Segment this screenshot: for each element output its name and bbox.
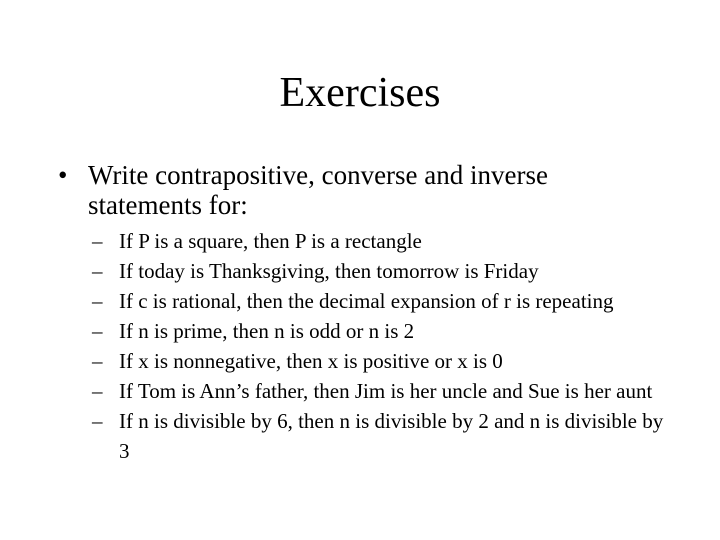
dash-marker: – — [92, 229, 103, 253]
bullet-marker: • — [58, 160, 68, 190]
list-item-text: If c is rational, then the decimal expansion of r is repeating — [119, 289, 614, 313]
list-item-text: If n is divisible by 6, then n is divisible by 2 and n is divisible by 3 — [119, 409, 664, 463]
list-item-text: If P is a square, then P is a rectangle — [119, 229, 422, 253]
dash-marker: – — [92, 319, 103, 343]
dash-marker: – — [92, 379, 103, 403]
list-item-text: If n is prime, then n is odd or n is 2 — [119, 319, 415, 343]
list-item — [92, 376, 672, 406]
list-item-text: If today is Thanksgiving, then tomorrow is Friday — [119, 259, 539, 283]
main-bullet — [58, 160, 658, 220]
dash-marker: – — [92, 409, 103, 433]
slide-title: Exercises — [279, 70, 441, 116]
list-item — [92, 406, 672, 466]
list-item — [92, 346, 672, 376]
list-item — [92, 316, 672, 346]
list-item-text: If Tom is Ann’s father, then Jim is her uncle and Sue is her aunt — [119, 379, 653, 403]
list-item — [92, 256, 672, 286]
list-item — [92, 286, 672, 316]
sub-bullet-list — [92, 226, 672, 466]
list-item — [92, 226, 672, 256]
dash-marker: – — [92, 259, 103, 283]
dash-marker: – — [92, 349, 103, 373]
main-bullet-text: Write contrapositive, converse and inverse statements for: — [88, 160, 548, 220]
list-item-text: If x is nonnegative, then x is positive or x is 0 — [119, 349, 503, 373]
dash-marker: – — [92, 289, 103, 313]
